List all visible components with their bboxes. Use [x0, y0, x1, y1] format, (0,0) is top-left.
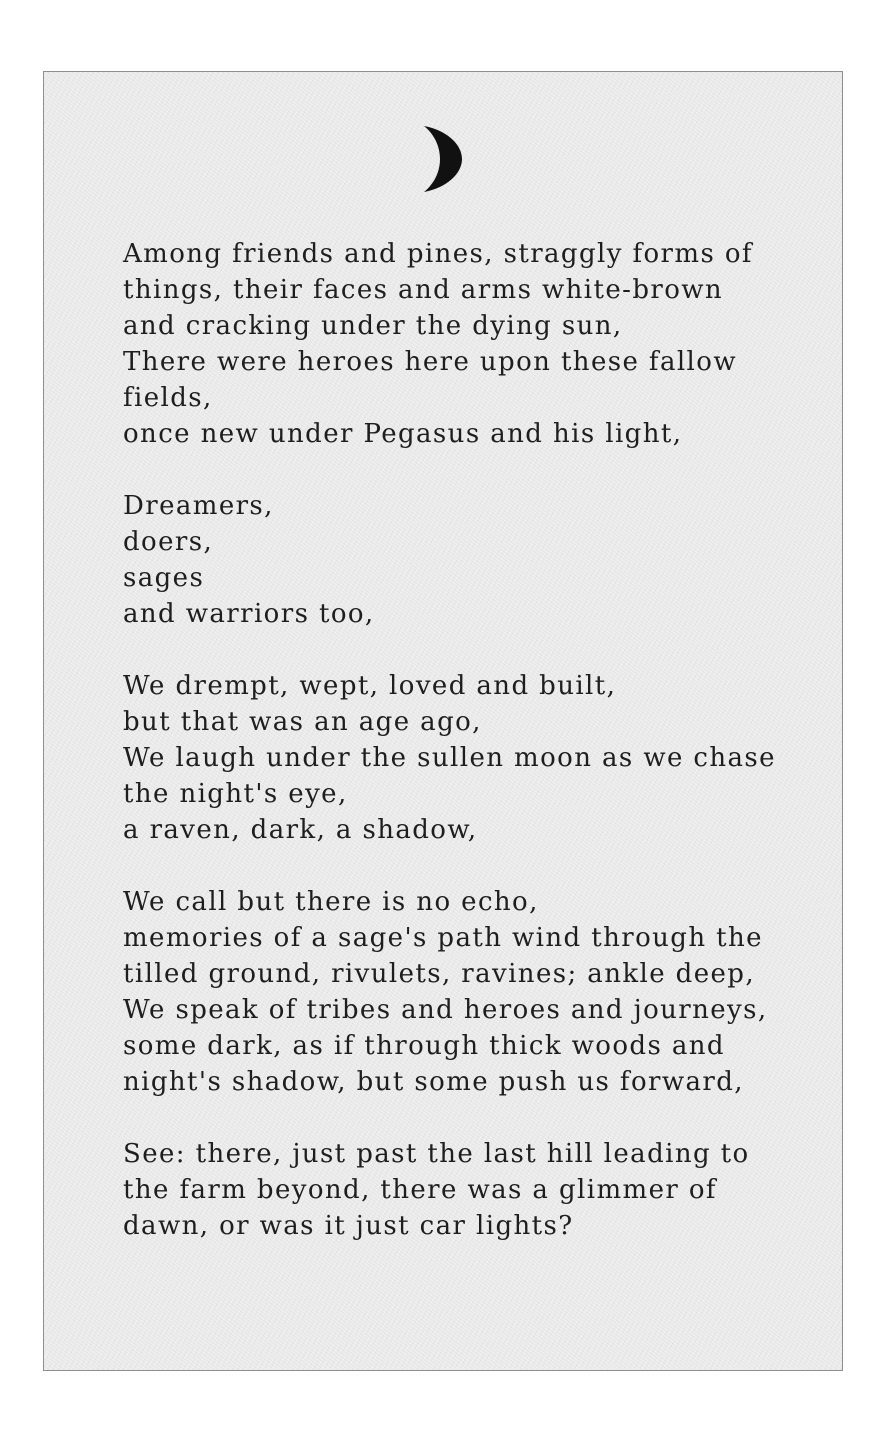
stanza-1: [123, 236, 783, 452]
poem-line: We laugh under the sullen moon as we chase the night's eye,: [123, 743, 776, 809]
poem-line: We call but there is no echo,: [123, 887, 539, 917]
poem-line: a raven, dark, a shadow,: [123, 815, 478, 845]
poem-line: memories of a sage's path wind through the tilled ground, rivulets, ravines; ankle deep,: [123, 923, 763, 989]
crescent-moon-shape: [424, 126, 462, 192]
crescent-moon-icon: [420, 126, 468, 192]
poem-line: but that was an age ago,: [123, 707, 482, 737]
poem-line: We speak of tribes and heroes and journeys, some dark, as if through thick woods and night's shadow, but some push us forward,: [123, 995, 768, 1097]
stanza-5: [123, 1136, 783, 1244]
stanza-3: [123, 668, 783, 848]
poem-page: [43, 71, 843, 1371]
poem-line: and warriors too,: [123, 599, 375, 629]
stanza-2: [123, 488, 783, 632]
poem-line: once new under Pegasus and his light,: [123, 419, 683, 449]
poem-line: sages: [123, 563, 205, 593]
poem-line: Dreamers,: [123, 491, 274, 521]
poem-line: Among friends and pines, straggly forms of things, their faces and arms white-brown and cracking under the dying sun,: [123, 239, 753, 341]
poem-line: See: there, just past the last hill leading to the farm beyond, there was a glimmer of dawn, or was it just car lights?: [123, 1139, 750, 1241]
poem-line: We drempt, wept, loved and built,: [123, 671, 617, 701]
poem-line: There were heroes here upon these fallow fields,: [123, 347, 737, 413]
poem-line: doers,: [123, 527, 214, 557]
poem-body: [123, 236, 783, 1244]
stanza-4: [123, 884, 783, 1100]
